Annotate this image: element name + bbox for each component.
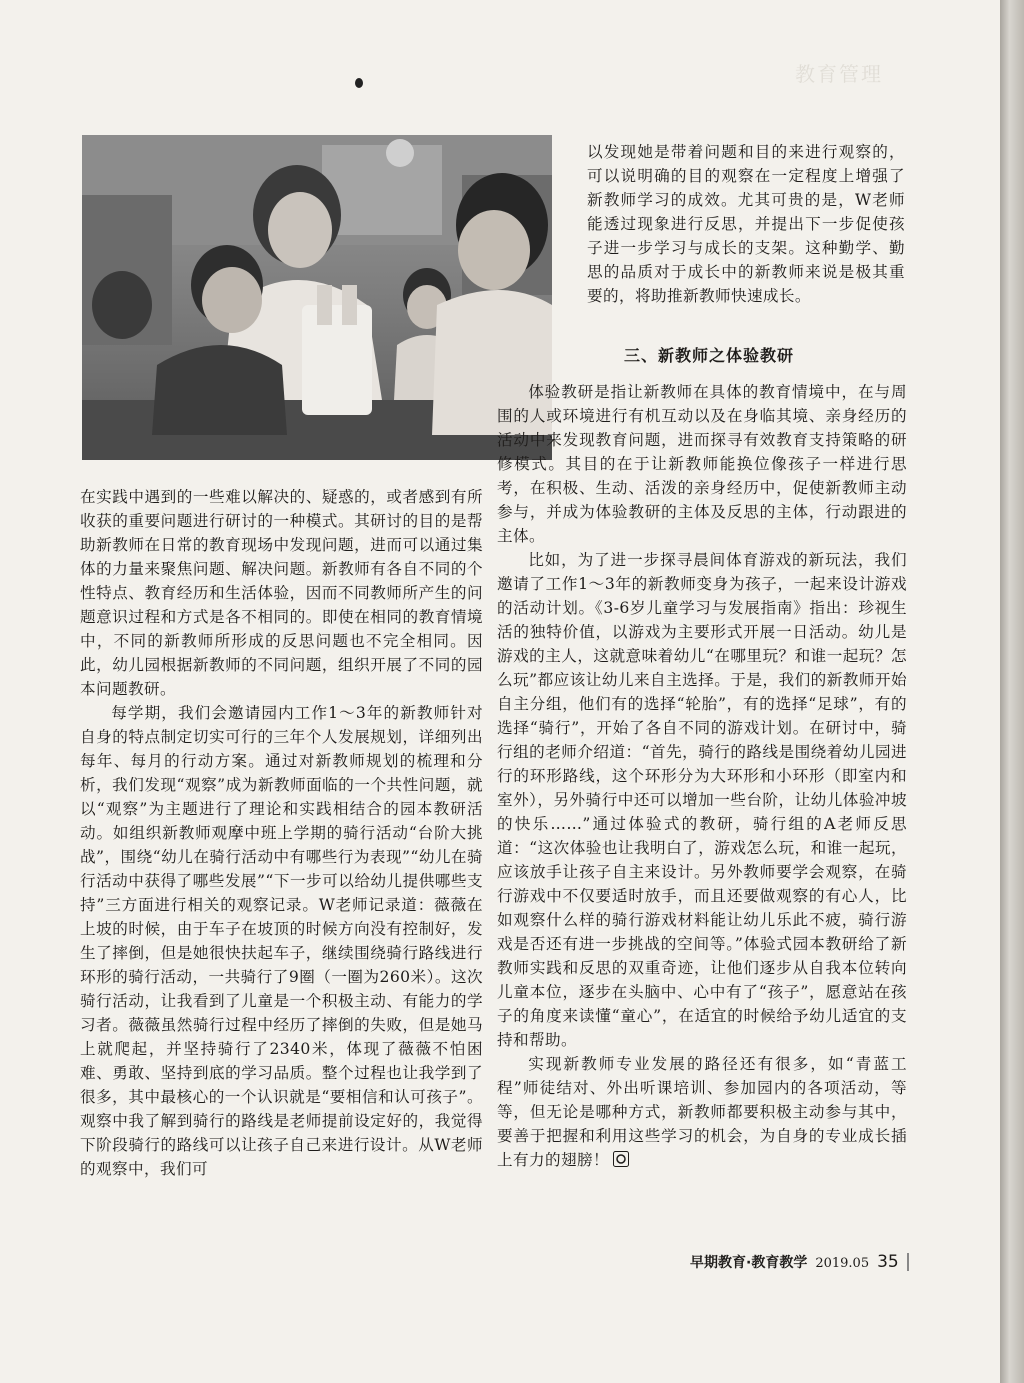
left-column [80, 485, 483, 1181]
print-speck [355, 78, 363, 88]
page-footer [690, 1252, 909, 1272]
footer-date: 2019.05 [815, 1256, 870, 1271]
paragraph [497, 1052, 907, 1172]
paragraph-text: 实现新教师专业发展的路径还有很多，如“青蓝工程”师徒结对、外出听课培训、参加园内的各项活动，等等，但无论是哪种方式，新教师都要积极主动参与其中，要善于把握和利用这些学习的机会，为自身的专业成长插上有力的翅膀！ [497, 1055, 907, 1169]
right-column [497, 380, 907, 1172]
right-top-column [587, 140, 905, 308]
page-number: 35 [877, 1252, 899, 1272]
paragraph: 每学期，我们会邀请园内工作1～3年的新教师针对自身的特点制定切实可行的三年个人发展规划，详细列出每年、每月的行动方案。通过对新教师规划的梳理和分析，我们发现“观察”成为新教师面临的一个共性问题，就以“观察”为主题进行了理论和实践相结合的园本教研活动。如组织新教师观摩中班上学期的骑行活动“台阶大挑战”，围绕“幼儿在骑行活动中有哪些行为表现”“幼儿在骑行活动中获得了哪些发展”“下一步可以给幼儿提供哪些支持”三方面进行相关的观察记录。W老师记录道：薇薇在上坡的时候，由于车子在坡顶的时候方向没有控制好，发生了摔倒，但是她很快扶起车子，继续围绕骑行路线进行环形的骑行活动，一共骑行了9圈（一圈为260米）。这次骑行活动，让我看到了儿童是一个积极主动、有能力的学习者。薇薇虽然骑行过程中经历了摔倒的失败，但是她马上就爬起，并坚持骑行了2340米，体现了薇薇不怕困难、勇敢、坚持到底的学习品质。整个过程也让我学到了很多，其中最核心的一个认识就是“要相信和认可孩子”。观察中我了解到骑行的路线是老师提前设定好的，我觉得下阶段骑行的路线可以让孩子自己来进行设计。从W老师的观察中，我们可 [80, 704, 483, 1178]
page-edge [1000, 0, 1024, 1383]
classroom-photo [82, 135, 552, 460]
footer-divider [907, 1253, 909, 1271]
paragraph: 比如，为了进一步探寻晨间体育游戏的新玩法，我们邀请了工作1～3年的新教师变身为孩子，一起来设计游戏的活动计划。《3-6岁儿童学习与发展指南》指出：珍视生活的独特价值，以游戏为主要形式开展一日活动。幼儿是游戏的主人，这就意味着幼儿“在哪里玩？和谁一起玩？怎么玩”都应该让幼儿来自主选择。于是，我们的新教师开始自主分组，他们有的选择“轮胎”，有的选择“足球”，有的选择“骑行”，开始了各自不同的游戏计划。在研讨中，骑行组的老师介绍道：“首先，骑行的路线是围绕着幼儿园进行的环形路线，这个环形分为大环形和小环形（即室内和室外），另外骑行中还可以增加一些台阶，让幼儿体验冲坡的快乐……”通过体验式的教研，骑行组的A老师反思道：“这次体验也让我明白了，游戏怎么玩，和谁一起玩，应该放手让孩子自主来设计。另外教师要学会观察，在骑行游戏中不仅要适时放手，而且还要做观察的有心人，比如观察什么样的骑行游戏材料能让幼儿乐此不疲，骑行游戏是否还有进一步挑战的空间等。”体验式园本教研给了新教师实践和反思的双重奇迹，让他们逐步从自我本位转向儿童本位，逐步在头脑中、心中有了“孩子”，愿意站在孩子的角度来读懂“童心”，在适宜的时候给予幼儿适宜的支持和帮助。 [497, 551, 907, 1049]
column-tag: 教育管理 [795, 62, 883, 86]
paragraph: 在实践中遇到的一些难以解决的、疑惑的，或者感到有所收获的重要问题进行研讨的一种模式。其研讨的目的是帮助新教师在日常的教育现场中发现问题，进而可以通过集体的力量来聚焦问题、解决问题。新教师有各自不同的个性特点、教育经历和生活体验，因而不同教师所产生的问题意识过程和方式是各不相同的。即使在相同的教育情境中，不同的新教师所形成的反思问题也不完全相同。因此，幼儿园根据新教师的不同问题，组织开展了不同的园本问题教研。 [80, 488, 483, 698]
classroom-photo-icon [82, 135, 552, 460]
end-mark-icon [613, 1151, 629, 1167]
paragraph: 以发现她是带着问题和目的来进行观察的，可以说明确的目的观察在一定程度上增强了新教师学习的成效。尤其可贵的是，W老师能透过现象进行反思，并提出下一步促使孩子进一步学习与成长的支架。这种勤学、勤思的品质对于成长中的新教师来说是极其重要的，将助推新教师快速成长。 [587, 143, 905, 305]
footer-magazine: 早期教育·教育教学 [690, 1255, 808, 1271]
paragraph: 体验教研是指让新教师在具体的教育情境中，在与周围的人或环境进行有机互动以及在身临其境、亲身经历的活动中来发现教育问题，进而探寻有效教育支持策略的研修模式。其目的在于让新教师能换位像孩子一样进行思考，在积极、生动、活泼的亲身经历中，促使新教师主动参与，并成为体验教研的主体及反思的主体，行动跟进的主体。 [497, 383, 907, 545]
section-heading: 三、新教师之体验教研 [624, 346, 795, 365]
